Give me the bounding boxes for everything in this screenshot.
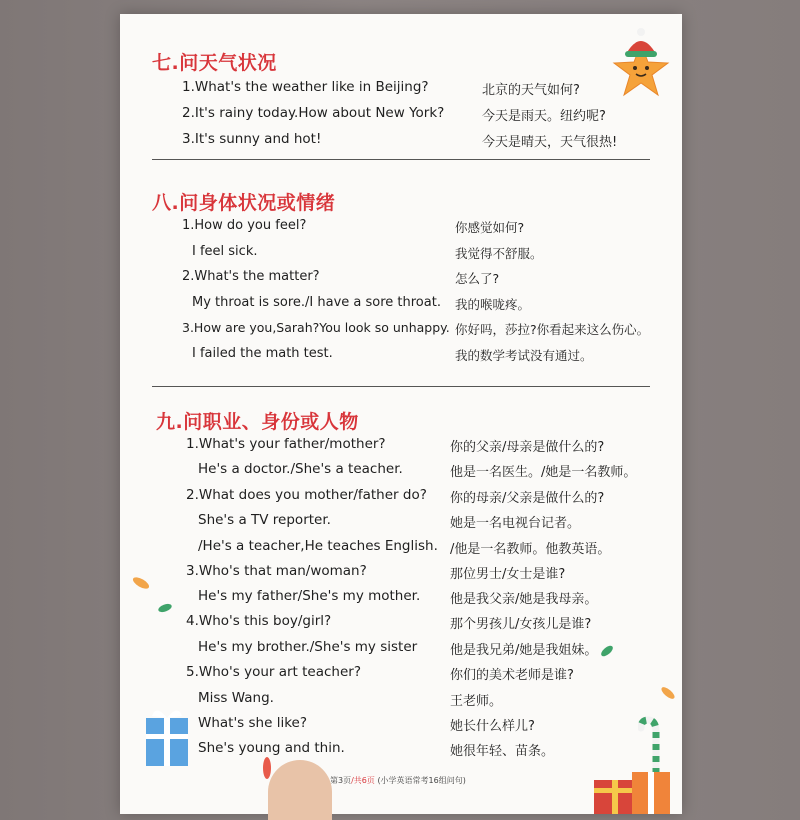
confetti-icon (130, 574, 152, 592)
section-9-row-6-en: 3.Who's that man/woman? (186, 563, 367, 579)
section-8-row-3-cn: 怎么了? (455, 271, 500, 286)
section-8-row-3-en: 2.What's the matter? (182, 269, 320, 284)
star-with-hat-icon (608, 26, 674, 98)
section-9-row-12-cn: 她长什么样儿? (450, 719, 535, 734)
section-9-row-12-en: What's she like? (198, 715, 308, 731)
section-7-row-1-en: 1.What's the weather like in Beijing? (182, 79, 429, 95)
section-9-row-10-en: 5.Who's your art teacher? (186, 664, 362, 680)
holding-finger (268, 760, 332, 820)
section-8-row-2-en: I feel sick. (192, 244, 258, 259)
section-9-row-2-cn: 他是一名医生。/她是一名教师。 (450, 465, 637, 480)
section-9-row-7-en: He's my father/She's my mother. (198, 588, 421, 604)
section-9-row-7-cn: 他是我父亲/她是我母亲。 (450, 592, 598, 607)
footer-note: (小学英语常考16组问句) (377, 776, 466, 785)
section-9-row-1-cn: 你的父亲/母亲是做什么的? (450, 440, 605, 455)
gift-box-icon (142, 704, 192, 768)
section-8-row-2-cn: 我觉得不舒服。 (455, 246, 543, 261)
section-9-title: 九.问职业、身份或人物 (156, 411, 359, 433)
section-9-row-3-cn: 你的母亲/父亲是做什么的? (450, 491, 605, 506)
section-9-row-10-cn: 你们的美术老师是谁? (450, 668, 574, 683)
section-9-row-3-en: 2.What does you mother/father do? (186, 487, 427, 503)
section-8-row-4-en: My throat is sore./I have a sore throat. (192, 295, 441, 310)
footer-sep: / (351, 776, 354, 785)
page-footer (330, 775, 466, 786)
section-7-title: 七.问天气状况 (152, 52, 277, 74)
section-8-row-5-en: 3.How are you,Sarah?You look so unhappy. (182, 320, 450, 335)
section-9-row-13-en: She's young and thin. (198, 740, 345, 756)
section-8-row-6-cn: 我的数学考试没有通过。 (455, 348, 593, 363)
section-7-row-3-en: 3.It's sunny and hot! (182, 131, 322, 147)
worksheet-page (120, 14, 682, 814)
section-7-row-2-cn: 今天是雨天。纽约呢? (482, 109, 606, 124)
section-9-row-2-en: He's a doctor./She's a teacher. (198, 461, 403, 477)
section-7-row-2-en: 2.It's rainy today.How about New York? (182, 105, 445, 121)
section-7-row-1-cn: 北京的天气如何? (482, 83, 580, 98)
confetti-icon (598, 642, 616, 660)
section-9-row-13-cn: 她很年轻、苗条。 (450, 744, 555, 759)
section-9-row-9-en: He's my brother./She's my sister (198, 639, 418, 655)
section-9-row-8-cn: 那个男孩儿/女孩儿是谁? (450, 617, 592, 632)
section-7-row-3-cn: 今天是晴天，天气很热! (482, 135, 618, 150)
section-8-row-1-en: 1.How do you feel? (182, 218, 307, 233)
section-9-row-6-cn: 那位男士/女士是谁? (450, 567, 566, 582)
section-divider (152, 159, 650, 160)
section-9-row-5-cn: /他是一名教师。他教英语。 (450, 542, 611, 557)
section-9-row-11-cn: 王老师。 (450, 694, 503, 709)
section-8-title: 八.问身体状况或情绪 (152, 192, 336, 214)
section-8-row-4-cn: 我的喉咙疼。 (455, 297, 531, 312)
footer-page: 第3页 (330, 776, 352, 785)
section-8-row-5-cn: 你好吗，莎拉?你看起来这么伤心。 (455, 322, 650, 337)
section-9-row-5-en: /He's a teacher,He teaches English. (198, 538, 438, 554)
section-divider (152, 386, 650, 387)
section-8-row-6-en: I failed the math test. (192, 346, 333, 361)
red-gift-icon (592, 766, 672, 814)
footer-total: 共6页 (353, 776, 375, 785)
section-9-row-4-en: She's a TV reporter. (198, 512, 331, 528)
section-9-row-1-en: 1.What's your father/mother? (186, 436, 386, 452)
section-9-row-9-cn: 他是我兄弟/她是我姐妹。 (450, 643, 598, 658)
section-8-row-1-cn: 你感觉如何? (455, 220, 525, 235)
section-9-row-8-en: 4.Who's this boy/girl? (186, 613, 332, 629)
section-9-row-4-cn: 她是一名电视台记者。 (450, 516, 581, 531)
confetti-icon (156, 600, 174, 616)
section-9-row-11-en: Miss Wang. (198, 690, 274, 706)
confetti-icon (658, 684, 678, 702)
